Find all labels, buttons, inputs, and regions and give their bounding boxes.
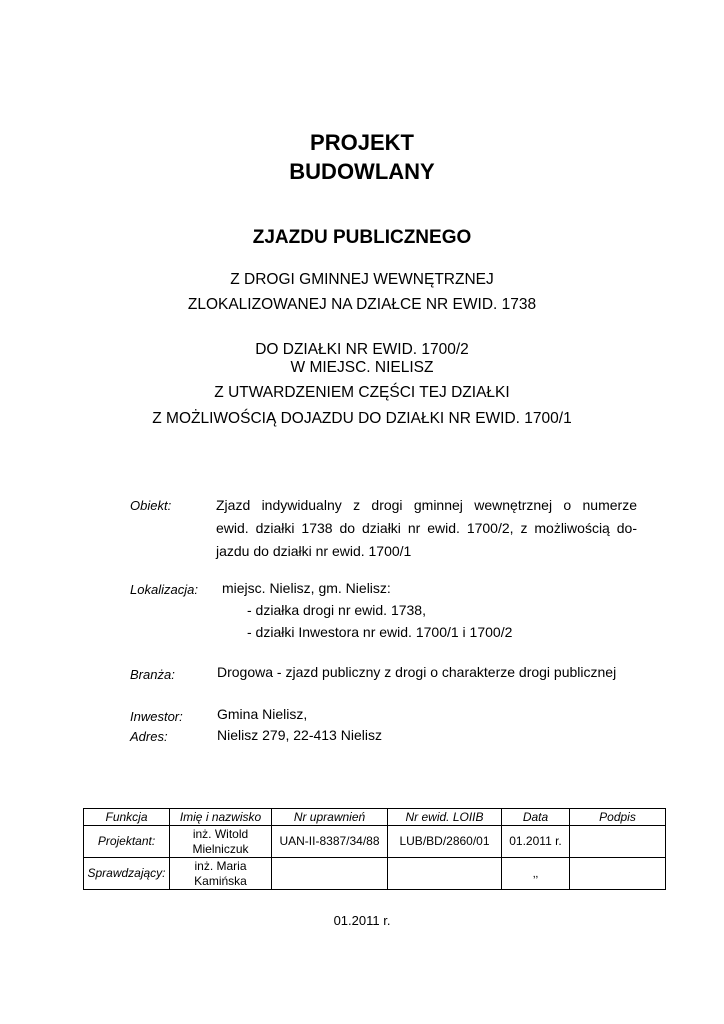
adres-value: Nielisz 279, 22-413 Nielisz — [217, 727, 382, 743]
row-name: inż. Witold Mielniczuk — [170, 826, 272, 858]
table-row — [84, 826, 666, 858]
lokalizacja-label: Lokalizacja: — [130, 582, 198, 597]
adres-label: Adres: — [130, 729, 168, 744]
header-nr-uprawnien: Nr uprawnień — [272, 809, 388, 826]
footer-date: 01.2011 r. — [333, 913, 391, 928]
description-line-3: DO DZIAŁKI NR EWID. 1700/2 — [255, 341, 469, 358]
row-name: inż. Maria Kamińska — [170, 858, 272, 890]
header-data: Data — [502, 809, 570, 826]
signatures-table — [83, 808, 666, 890]
description-line-2: ZLOKALIZOWANEJ NA DZIAŁCE NR EWID. 1738 — [187, 296, 537, 313]
obiekt-text — [216, 494, 637, 563]
branza-value: Drogowa - zjazd publiczny z drogi o charakterze drogi publicznej — [217, 664, 617, 680]
row-data: 01.2011 r. — [502, 826, 570, 858]
description-line-4: W MIEJSC. NIELISZ — [290, 359, 434, 376]
obiekt-line-1: Zjazd indywidualny z drogi gminnej wewnętrznej o numerze — [216, 497, 637, 513]
inwestor-label: Inwestor: — [130, 709, 183, 724]
title-line-1: PROJEKT — [310, 130, 414, 155]
row-funkcja: Projektant: — [84, 826, 170, 858]
table-row — [84, 858, 666, 890]
obiekt-label: Obiekt: — [130, 498, 172, 513]
obiekt-line-3: jazdu do działki nr ewid. 1700/1 — [216, 543, 412, 559]
header-nr-ewid: Nr ewid. LOIIB — [388, 809, 502, 826]
title-line-2: BUDOWLANY — [289, 159, 435, 184]
description-line-6: Z MOŻLIWOŚCIĄ DOJAZDU DO DZIAŁKI NR EWID. 1700/1 — [152, 410, 572, 427]
row-uprawnienia: UAN-II-8387/34/88 — [272, 826, 388, 858]
row-funkcja: Sprawdzający: — [84, 858, 170, 890]
row-podpis — [570, 826, 666, 858]
header-imie-nazwisko: Imię i nazwisko — [170, 809, 272, 826]
header-funkcja: Funkcja — [84, 809, 170, 826]
table-header-row — [84, 809, 666, 826]
row-podpis — [570, 858, 666, 890]
row-data: ‚‚ — [502, 858, 570, 890]
row-uprawnienia — [272, 858, 388, 890]
subtitle: ZJAZDU PUBLICZNEGO — [252, 227, 472, 248]
row-ewid: LUB/BD/2860/01 — [388, 826, 502, 858]
row-ewid — [388, 858, 502, 890]
description-line-1: Z DROGI GMINNEJ WEWNĘTRZNEJ — [230, 271, 494, 288]
lokalizacja-line-1: miejsc. Nielisz, gm. Nielisz: — [222, 580, 391, 596]
branza-label: Branża: — [130, 667, 175, 682]
lokalizacja-line-2: - działka drogi nr ewid. 1738, — [247, 602, 426, 618]
description-line-5: Z UTWARDZENIEM CZĘŚCI TEJ DZIAŁKI — [214, 384, 510, 401]
header-podpis: Podpis — [570, 809, 666, 826]
lokalizacja-line-3: - działki Inwestora nr ewid. 1700/1 i 1700/2 — [247, 624, 513, 640]
inwestor-value: Gmina Nielisz, — [217, 706, 308, 722]
obiekt-line-2: ewid. działki 1738 do działki nr ewid. 1700/2, z możliwością do- — [216, 520, 637, 536]
